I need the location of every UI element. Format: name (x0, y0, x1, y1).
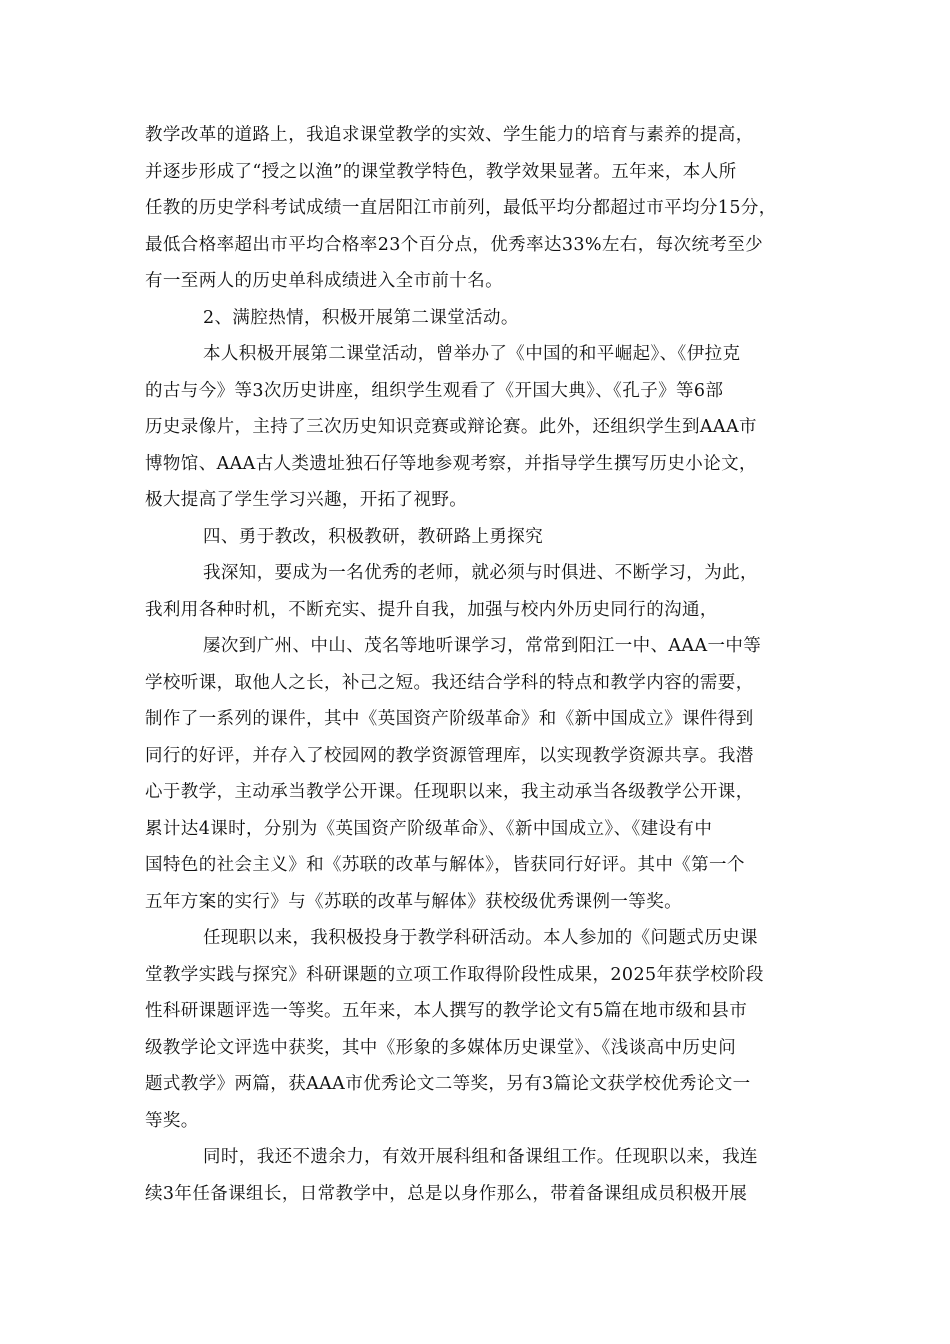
text-line: 累计达4课时，分别为《英国资产阶级革命》、《新中国成立》、《建设有中 (145, 818, 713, 839)
document-body (145, 117, 815, 1212)
text-line: 有一至两人的历史单科成绩进入全市前十名。 (145, 271, 503, 291)
text-line: 级教学论文评选中获奖，其中《形象的多媒体历史课堂》、《浅谈高中历史问 (145, 1037, 737, 1058)
text-line: 本人积极开展第二课堂活动，曾举办了《中国的和平崛起》、《伊拉克 (203, 344, 741, 364)
text-line: 我深知，要成为一名优秀的老师，就必须与时俱进、不断学习，为此， (203, 563, 758, 583)
text-line: 任现职以来，我积极投身于教学科研活动。本人参加的《问题式历史课 (203, 928, 758, 948)
text-line: 题式教学》两篇，获AAA市优秀论文二等奖，另有3篇论文获学校优秀论文一 (145, 1074, 751, 1094)
text-line: 性科研课题评选一等奖。五年来，本人撰写的教学论文有5篇在地市级和县市 (145, 1001, 748, 1021)
text-line: 同时，我还不遗余力，有效开展科组和备课组工作。任现职以来，我连 (203, 1147, 758, 1167)
text-line: 教学改革的道路上，我追求课堂教学的实效、学生能力的培育与素养的提高， (145, 125, 754, 145)
text-line: 国特色的社会主义》和《苏联的改革与解体》，皆获同行好评。其中《第一个 (145, 855, 745, 875)
text-line: 堂教学实践与探究》科研课题的立项工作取得阶段性成果，2025年获学校阶段 (145, 964, 764, 985)
text-line: 五年方案的实行》与《苏联的改革与解体》获校级优秀课例一等奖。 (145, 891, 682, 912)
text-line: 续3年任备课组长，日常教学中，总是以身作那么，带着备课组成员积极开展 (145, 1183, 748, 1204)
text-line: 同行的好评，并存入了校园网的教学资源管理库，以实现教学资源共享。我潜 (145, 745, 754, 766)
text-line: 四、勇于教改，积极教研，教研路上勇探究 (203, 526, 544, 547)
text-line: 心于教学，主动承当教学公开课。任现职以来，我主动承当各级教学公开课， (145, 782, 754, 802)
text-line: 最低合格率超出市平均合格率23个百分点，优秀率达33%左右，每次统考至少 (145, 234, 764, 255)
text-line: 学校听课，取他人之长，补己之短。我还结合学科的特点和教学内容的需要， (145, 672, 754, 693)
text-line: 等奖。 (145, 1110, 199, 1131)
text-line: 任教的历史学科考试成绩一直居阳江市前列，最低平均分都超过市平均分15分， (145, 198, 777, 218)
text-line: 博物馆、AAA古人类遗址独石仔等地参观考察，并指导学生撰写历史小论文， (145, 453, 757, 474)
text-line: 并逐步形成了“授之以渔”的课堂教学特色，教学效果显著。五年来，本人所 (145, 161, 737, 182)
text-line: 制作了一系列的课件，其中《英国资产阶级革命》和《新中国成立》课件得到 (145, 709, 754, 729)
text-line: 屡次到广州、中山、茂名等地听课学习，常常到阳江一中、AAA一中等 (203, 636, 762, 656)
text-line: 2、满腔热情，积极开展第二课堂活动。 (203, 307, 519, 328)
text-line: 极大提高了学生学习兴趣，开拓了视野。 (145, 490, 468, 510)
text-line: 我利用各种时机，不断充实、提升自我，加强与校内外历史同行的沟通， (145, 599, 718, 620)
text-line: 的古与今》等3次历史讲座，组织学生观看了《开国大典》、《孔子》等6部 (145, 380, 724, 401)
text-line: 历史录像片，主持了三次历史知识竞赛或辩论赛。此外，还组织学生到AAA市 (145, 417, 757, 437)
